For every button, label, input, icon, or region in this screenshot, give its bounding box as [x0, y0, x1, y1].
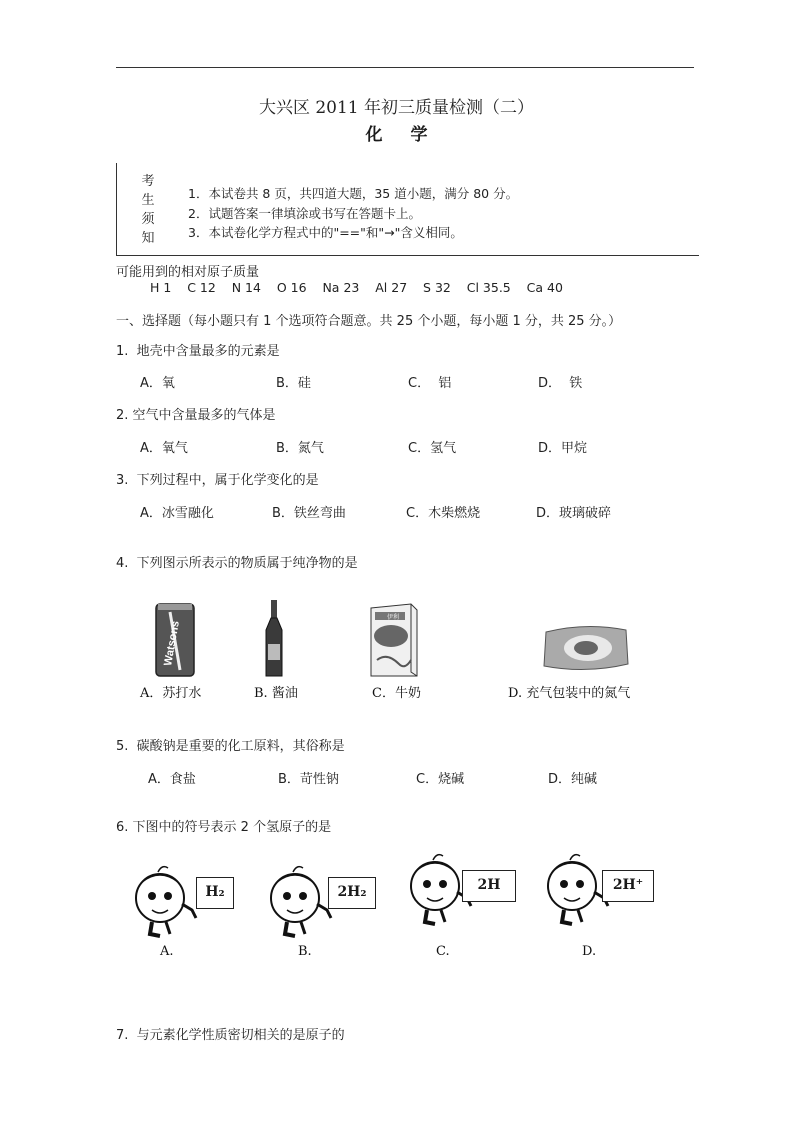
option-b: B.	[298, 944, 312, 959]
option-b: B．铁丝弯曲	[272, 506, 346, 521]
option-c: C．氢气	[408, 441, 457, 456]
question-stem: 2. 空气中含量最多的气体是	[116, 408, 276, 423]
option-c: C．烧碱	[416, 772, 465, 787]
option-d: D． 铁	[538, 376, 583, 391]
option-d: D.	[582, 944, 597, 959]
option-d: D．玻璃破碎	[536, 506, 612, 521]
option-a: A．氧气	[140, 441, 188, 456]
option-d: D．甲烷	[538, 441, 588, 456]
cartoon-atom-figure	[265, 858, 335, 940]
question-stem: 7. 与元素化学性质密切相关的是原子的	[116, 1028, 345, 1043]
symbol-box: 2H	[462, 870, 516, 902]
option-d: D．纯碱	[548, 772, 598, 787]
soy-sauce-bottle-image	[262, 598, 286, 680]
notice-item: 1．本试卷共 8 页，共四道大题，35 道小题，满分 80 分。	[188, 186, 519, 201]
top-rule	[116, 67, 694, 68]
snack-bag-image	[540, 620, 632, 674]
atomic-mass-heading: 可能用到的相对原子质量	[116, 265, 260, 280]
option-a: A.	[160, 944, 174, 959]
option-a: A．苏打水	[140, 686, 202, 701]
option-a: A．冰雪融化	[140, 506, 214, 521]
question-stem: 3. 下列过程中，属于化学变化的是	[116, 473, 319, 488]
option-a: A．食盐	[148, 772, 196, 787]
can-brand-text: Watsons	[162, 620, 182, 667]
option-c: C.	[436, 944, 450, 959]
question-stem: 5. 碳酸钠是重要的化工原料，其俗称是	[116, 739, 345, 754]
option-b: B．硅	[276, 376, 311, 391]
subject-title: 化学	[365, 125, 456, 145]
symbol-box: 2H⁺	[602, 870, 654, 902]
question-stem: 4. 下列图示所表示的物质属于纯净物的是	[116, 556, 358, 571]
atomic-mass-values: H 1 C 12 N 14 O 16 Na 23 Al 27 S 32 Cl 35.5 Ca 40	[150, 280, 563, 295]
symbol-box: H₂	[196, 877, 234, 909]
notice-item: 2．试题答案一律填涂或书写在答题卡上。	[188, 206, 421, 221]
cartoon-atom-figure	[130, 858, 200, 940]
option-a: A．氧	[140, 376, 175, 391]
symbol-box: 2H₂	[328, 877, 376, 909]
question-stem: 6. 下图中的符号表示 2 个氢原子的是	[116, 820, 332, 835]
notice-label-char: 知	[141, 231, 155, 246]
option-d: D. 充气包装中的氮气	[508, 686, 631, 701]
section-heading: 一、选择题（每小题只有 1 个选项符合题意。共 25 个小题，每小题 1 分，共 25 分。）	[116, 314, 622, 329]
carton-brand-text: 伊利	[386, 614, 400, 621]
question-stem: 1. 地壳中含量最多的元素是	[116, 344, 280, 359]
exam-title: 大兴区 2011 年初三质量检测（二）	[258, 98, 535, 118]
option-c: C．牛奶	[372, 686, 421, 701]
option-c: C． 铝	[408, 376, 452, 391]
notice-label-char: 生	[141, 193, 155, 208]
option-b: B．苛性钠	[278, 772, 339, 787]
notice-label	[140, 172, 156, 248]
notice-label-char: 考	[141, 174, 155, 189]
option-b: B. 酱油	[254, 686, 298, 701]
notice-item: 3．本试卷化学方程式中的"=="和"→"含义相同。	[188, 225, 463, 240]
soda-can-image	[150, 600, 200, 680]
notice-label-char: 须	[141, 212, 155, 227]
option-c: C．木柴燃烧	[406, 506, 481, 521]
option-b: B．氮气	[276, 441, 324, 456]
milk-carton-image	[365, 600, 421, 680]
